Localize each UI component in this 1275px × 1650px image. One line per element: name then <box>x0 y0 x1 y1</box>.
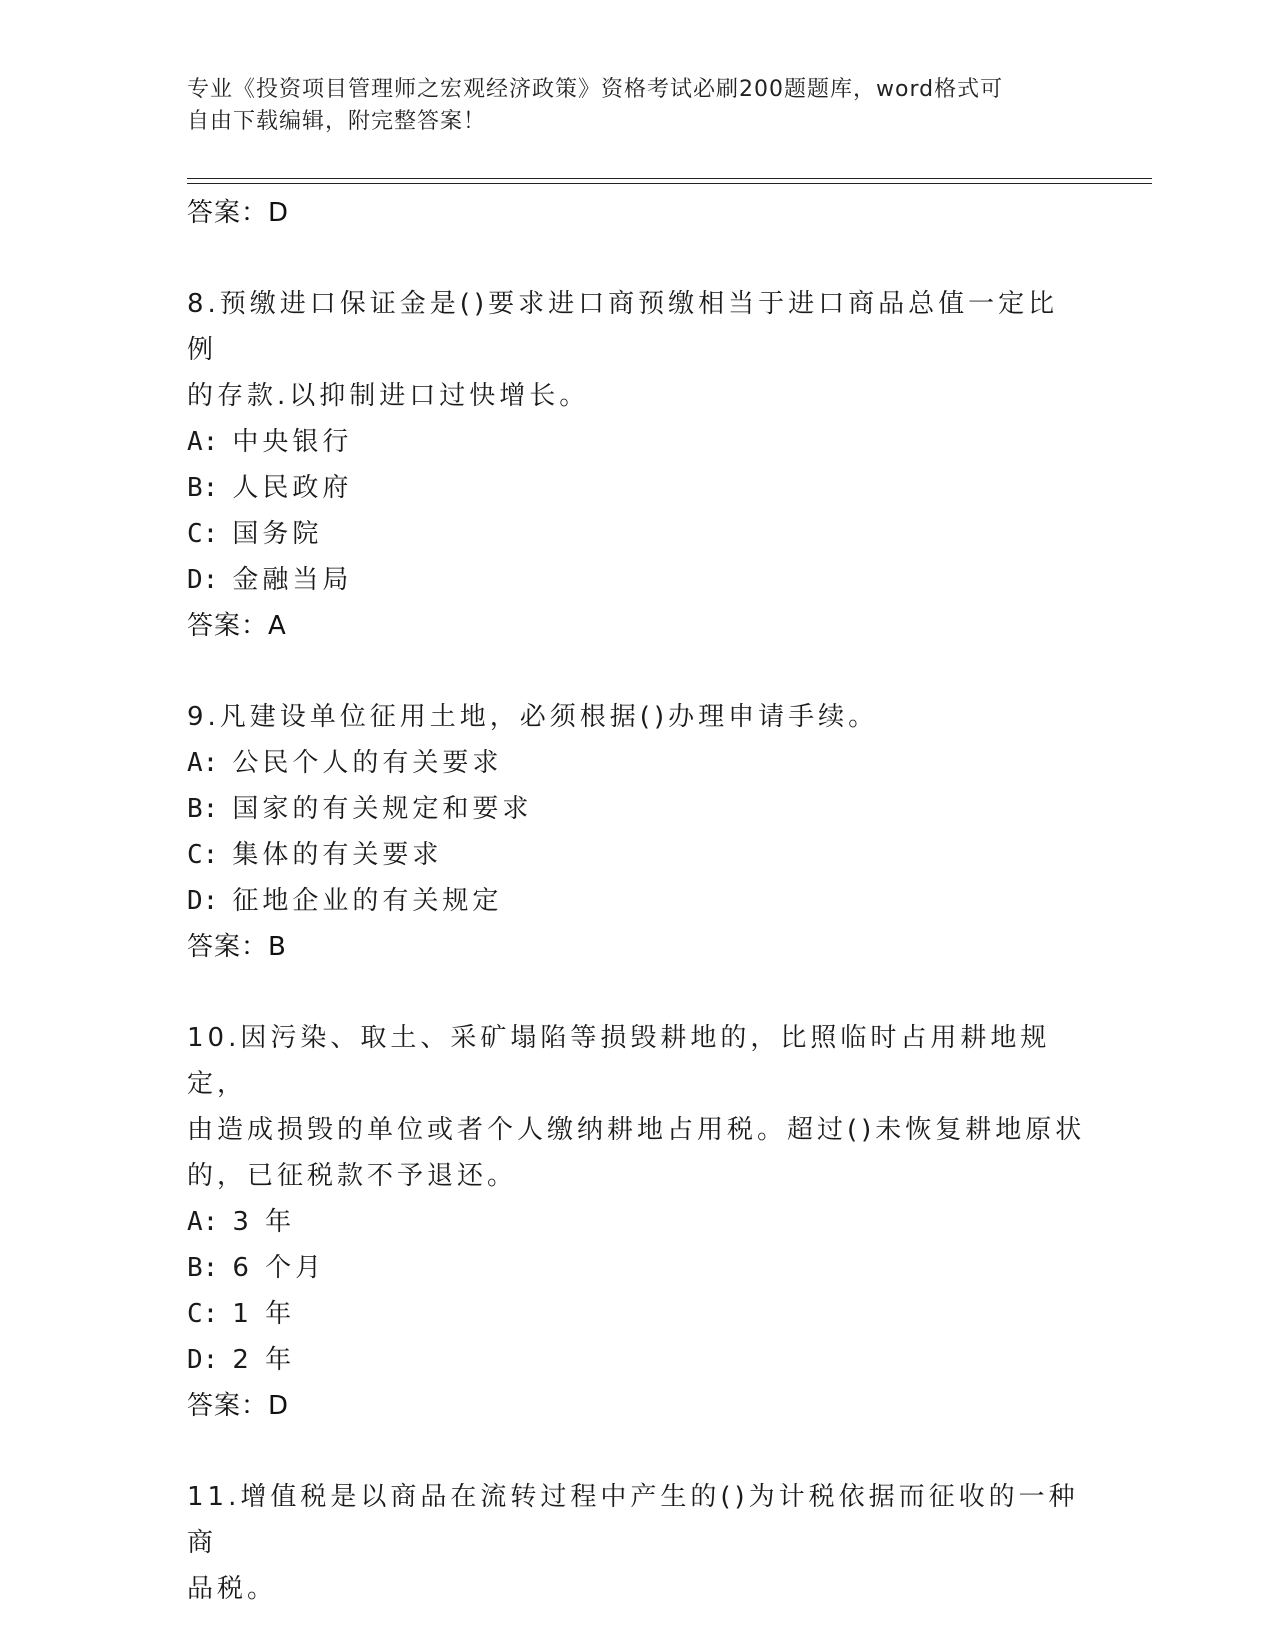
option-key: B: <box>187 1253 219 1283</box>
question-stem-line: 由造成损毁的单位或者个人缴纳耕地占用税。超过()未恢复耕地原状 <box>187 1115 1086 1145</box>
answer-line: 答案：D <box>187 1391 290 1421</box>
option-text: 6 个月 <box>232 1253 326 1283</box>
option-text: 中央银行 <box>232 427 353 457</box>
question-stem-line: 9.凡建设单位征用土地，必须根据()办理申请手续。 <box>187 702 879 732</box>
document-header <box>187 74 1067 138</box>
question-stem-line: 11.增值税是以商品在流转过程中产生的()为计税依据而征收的一种商 <box>187 1482 1079 1558</box>
question-stem-line: 的，已征税款不予退还。 <box>187 1161 518 1191</box>
option-key: B: <box>187 473 219 503</box>
option-b <box>187 1245 1087 1291</box>
question-8 <box>187 281 1087 649</box>
header-rule-bottom <box>187 183 1152 184</box>
question-stem-line: 8.预缴进口保证金是()要求进口商预缴相当于进口商品总值一定比例 <box>187 289 1059 365</box>
option-key: A: <box>187 427 219 457</box>
option-d <box>187 878 1087 924</box>
question-10 <box>187 1015 1087 1429</box>
option-text: 集体的有关要求 <box>232 840 443 870</box>
option-d <box>187 1337 1087 1383</box>
question-stem-line: 10.因污染、取土、采矿塌陷等损毁耕地的，比照临时占用耕地规定， <box>187 1023 1051 1099</box>
question-11 <box>187 1474 1087 1612</box>
option-text: 国务院 <box>232 519 323 549</box>
option-text: 2 年 <box>232 1345 296 1375</box>
option-c <box>187 511 1087 557</box>
option-text: 1 年 <box>232 1299 296 1329</box>
header-line-2: 自由下载编辑，附完整答案！ <box>187 109 487 134</box>
option-d <box>187 557 1087 603</box>
option-text: 3 年 <box>232 1207 296 1237</box>
option-key: A: <box>187 1207 219 1237</box>
question-stem-line: 品税。 <box>187 1574 278 1604</box>
option-c <box>187 832 1087 878</box>
question-list <box>187 190 1087 1612</box>
option-text: 国家的有关规定和要求 <box>232 794 533 824</box>
option-key: B: <box>187 794 219 824</box>
answer-line: 答案：A <box>187 611 287 641</box>
option-a <box>187 419 1087 465</box>
option-c <box>187 1291 1087 1337</box>
option-a <box>187 1199 1087 1245</box>
header-line-1: 专业《投资项目管理师之宏观经济政策》资格考试必刷200题题库，word格式可 <box>187 77 1004 102</box>
option-key: C: <box>187 1299 219 1329</box>
option-b <box>187 786 1087 832</box>
option-key: D: <box>187 886 219 916</box>
option-a <box>187 740 1087 786</box>
option-text: 征地企业的有关规定 <box>232 886 503 916</box>
option-text: 金融当局 <box>232 565 353 595</box>
previous-answer: 答案：D <box>187 198 290 228</box>
option-b <box>187 465 1087 511</box>
option-key: C: <box>187 519 219 549</box>
option-key: C: <box>187 840 219 870</box>
option-key: A: <box>187 748 219 778</box>
option-key: D: <box>187 1345 219 1375</box>
option-text: 公民个人的有关要求 <box>232 748 503 778</box>
option-key: D: <box>187 565 219 595</box>
question-9 <box>187 694 1087 970</box>
question-stem-line: 的存款.以抑制进口过快增长。 <box>187 381 590 411</box>
option-text: 人民政府 <box>232 473 353 503</box>
header-rule-top <box>187 178 1152 179</box>
answer-line: 答案：B <box>187 932 287 962</box>
